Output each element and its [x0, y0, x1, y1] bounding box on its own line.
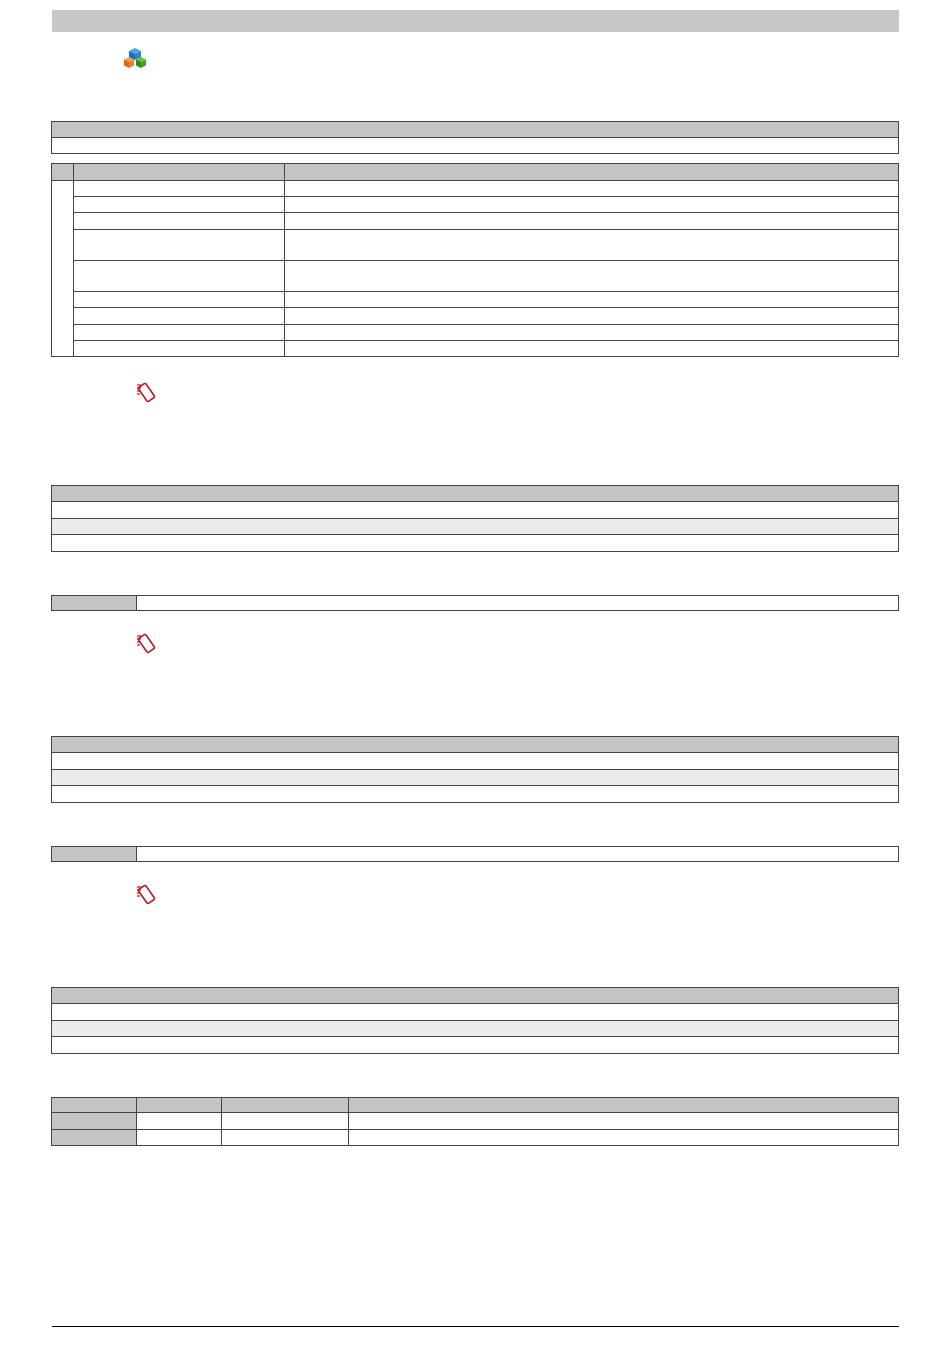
- register-table-2: [51, 736, 899, 803]
- register-table-3: [51, 987, 899, 1054]
- table-b-name: [74, 292, 285, 308]
- register-table-2-row: [52, 786, 899, 803]
- table-a: [51, 121, 899, 154]
- cubes-icon: [122, 47, 148, 71]
- table-b-desc: [285, 230, 899, 261]
- kv-table-2-value: [137, 847, 899, 862]
- table-b-name: [74, 230, 285, 261]
- final-table-cell: [222, 1130, 349, 1146]
- page-header-bar: [52, 10, 899, 32]
- register-table-3-header: [52, 988, 899, 1004]
- table-a-header: [52, 122, 899, 138]
- final-table-cell: [349, 1113, 899, 1130]
- table-b-name: [74, 213, 285, 230]
- kv-table-1-value: [137, 596, 899, 611]
- register-table-1-row: [52, 535, 899, 552]
- final-table-cell: [52, 1130, 137, 1146]
- table-b-col-1: [74, 164, 285, 181]
- register-table-2-header: [52, 737, 899, 753]
- table-b-name: [74, 325, 285, 341]
- register-table-3-row: [52, 1037, 899, 1054]
- table-b-name: [74, 308, 285, 325]
- table-b-name: [74, 197, 285, 213]
- final-table-cell: [137, 1113, 222, 1130]
- note-icon: [135, 881, 161, 907]
- table-b-name: [74, 341, 285, 357]
- table-b-desc: [285, 197, 899, 213]
- register-table-1: [51, 485, 899, 552]
- table-b-col-0: [52, 164, 74, 181]
- table-b-desc: [285, 292, 899, 308]
- table-b-desc: [285, 261, 899, 292]
- register-table-1-row: [52, 502, 899, 519]
- final-table-cell: [52, 1113, 137, 1130]
- final-table-cell: [349, 1130, 899, 1146]
- final-table: [51, 1097, 899, 1146]
- final-table-col: [222, 1098, 349, 1113]
- table-b-desc: [285, 308, 899, 325]
- table-b-desc: [285, 181, 899, 197]
- kv-table-2: [51, 846, 899, 862]
- table-b: [51, 163, 899, 357]
- register-table-1-row: [52, 519, 899, 535]
- table-b-name: [74, 181, 285, 197]
- final-table-col: [52, 1098, 137, 1113]
- table-b-group-cell: [52, 181, 74, 357]
- table-a-row: [52, 138, 899, 154]
- register-table-3-row: [52, 1004, 899, 1021]
- final-table-cell: [137, 1130, 222, 1146]
- final-table-col: [349, 1098, 899, 1113]
- table-b-desc: [285, 213, 899, 230]
- note-icon: [135, 630, 161, 656]
- footer-rule: [52, 1326, 899, 1327]
- table-b-desc: [285, 325, 899, 341]
- final-table-col: [137, 1098, 222, 1113]
- kv-table-1: [51, 595, 899, 611]
- note-icon: [135, 379, 161, 405]
- register-table-1-header: [52, 486, 899, 502]
- kv-table-1-key: [52, 596, 137, 611]
- register-table-2-row: [52, 753, 899, 770]
- table-b-name: [74, 261, 285, 292]
- register-table-3-row: [52, 1021, 899, 1037]
- table-b-desc: [285, 341, 899, 357]
- final-table-cell: [222, 1113, 349, 1130]
- table-b-col-2: [285, 164, 899, 181]
- register-table-2-row: [52, 770, 899, 786]
- kv-table-2-key: [52, 847, 137, 862]
